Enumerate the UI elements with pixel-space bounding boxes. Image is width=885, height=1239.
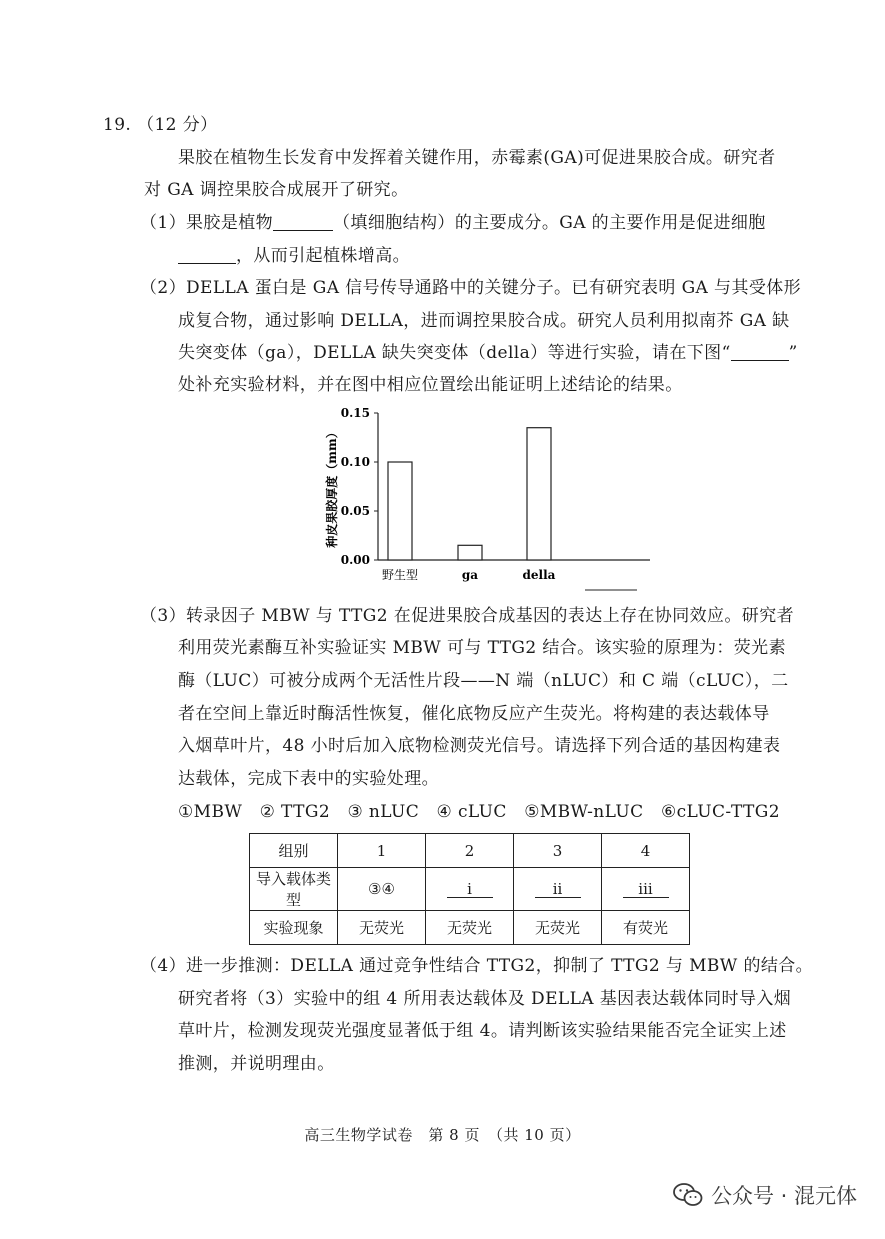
table-cell: 组别 xyxy=(250,834,338,868)
y-tick-label: 0.05 xyxy=(340,504,370,518)
intro-line-2: 对 GA 调控果胶合成展开了研究。 xyxy=(144,180,409,200)
blank-label: ii xyxy=(535,881,581,898)
part1-text-b: （填细胞结构）的主要成分。GA 的主要作用是促进细胞 xyxy=(333,213,766,233)
part1-line-1 xyxy=(140,211,766,235)
y-tick-label: 0.00 xyxy=(340,553,370,567)
wechat-icon xyxy=(673,1182,703,1208)
chart-y-ticks xyxy=(341,406,378,567)
table-row xyxy=(250,834,690,868)
table-cell: 无荧光 xyxy=(338,911,426,945)
table-cell: 实验现象 xyxy=(250,911,338,945)
part3-line-6: 达载体，完成下表中的实验处理。 xyxy=(178,769,439,789)
table-cell: 导入载体类型 xyxy=(250,868,338,911)
table-cell-blank[interactable] xyxy=(514,868,602,911)
x-tick-label: ga xyxy=(461,568,479,582)
answer-blank[interactable] xyxy=(178,245,236,264)
table-row xyxy=(250,911,690,945)
part3-line-5: 入烟草叶片，48 小时后加入底物检测荧光信号。请选择下列合适的基因构建表 xyxy=(178,736,781,756)
table-cell: 有荧光 xyxy=(602,911,690,945)
table-cell-blank[interactable] xyxy=(426,868,514,911)
chart-axes xyxy=(378,413,650,560)
experiment-table xyxy=(249,833,690,945)
y-tick-label: 0.15 xyxy=(340,406,370,420)
part2-line-3 xyxy=(178,341,798,365)
part2-line-2: 成复合物，通过影响 DELLA，进而调控果胶合成。研究人员利用拟南芥 GA 缺 xyxy=(178,311,790,331)
answer-blank[interactable] xyxy=(273,212,333,231)
table-cell: 无荧光 xyxy=(514,911,602,945)
part2-text-3a: 失突变体（ga），DELLA 缺失突变体（della）等进行实验，请在下图“ xyxy=(178,343,731,363)
bar xyxy=(388,462,412,560)
part4-line-2: 研究者将（3）实验中的组 4 所用表达载体及 DELLA 基因表达载体同时导入烟 xyxy=(178,989,792,1009)
blank-label: i xyxy=(447,881,493,898)
table-row xyxy=(250,868,690,911)
bar-chart xyxy=(310,400,660,600)
watermark-text: 公众号 · 混元体 xyxy=(710,1184,857,1208)
table-cell: 3 xyxy=(514,834,602,868)
table-cell: ③④ xyxy=(338,868,426,911)
part1-text-c: ，从而引起植株增高。 xyxy=(236,246,410,266)
x-tick-label: della xyxy=(522,568,556,582)
part3-line-4: 者在空间上靠近时酶活性恢复，催化底物反应产生荧光。将构建的表达载体导 xyxy=(178,704,770,724)
table-cell: 2 xyxy=(426,834,514,868)
chart-y-axis-label: 种皮果胶厚度（mm） xyxy=(325,426,339,548)
y-tick-label: 0.10 xyxy=(340,455,370,469)
page-footer: 高三生物学试卷 第 8 页 （共 10 页） xyxy=(304,1126,581,1144)
part1-line-2 xyxy=(178,244,410,268)
part4-line-4: 推测，并说明理由。 xyxy=(178,1054,335,1074)
table-cell: 4 xyxy=(602,834,690,868)
part1-text-a: （1）果胶是植物 xyxy=(140,213,274,233)
part2-line-1: （2）DELLA 蛋白是 GA 信号传导通路中的关键分子。已有研究表明 GA 与其受体形 xyxy=(140,278,802,298)
part3-line-2: 利用荧光素酶互补实验证实 MBW 可与 TTG2 结合。该实验的原理为：荧光素 xyxy=(178,638,786,658)
part3-line-3: 酶（LUC）可被分成两个无活性片段——N 端（nLUC）和 C 端（cLUC），二 xyxy=(178,671,789,691)
bar xyxy=(458,545,482,560)
gene-options: ①MBW ② TTG2 ③ nLUC ④ cLUC ⑤MBW-nLUC ⑥cLUC-TTG2 xyxy=(178,802,780,822)
question-score: （12 分） xyxy=(137,115,218,135)
part2-line-4: 处补充实验材料，并在图中相应位置绘出能证明上述结论的结果。 xyxy=(178,375,683,395)
part4-line-3: 草叶片，检测发现荧光强度显著低于组 4。请判断该实验结果能否完全证实上述 xyxy=(178,1021,787,1041)
part3-line-1: （3）转录因子 MBW 与 TTG2 在促进果胶合成基因的表达上存在协同效应。研究者 xyxy=(140,606,794,626)
bar xyxy=(527,428,551,560)
table-cell-blank[interactable] xyxy=(602,868,690,911)
chart-x-labels xyxy=(382,567,637,590)
answer-blank[interactable] xyxy=(731,342,789,361)
chart-bars xyxy=(388,428,551,560)
question-number: 19. xyxy=(103,115,132,135)
blank-label: iii xyxy=(623,881,669,898)
table-cell: 无荧光 xyxy=(426,911,514,945)
question-header xyxy=(103,113,218,137)
table-cell: 1 xyxy=(338,834,426,868)
part2-text-3b: ” xyxy=(788,343,798,363)
watermark xyxy=(673,1180,857,1210)
x-tick-label: 野生型 xyxy=(381,568,419,582)
part4-line-1: （4）进一步推测：DELLA 通过竞争性结合 TTG2，抑制了 TTG2 与 MBW 的结合。 xyxy=(140,956,814,976)
intro-line-1: 果胶在植物生长发育中发挥着关键作用，赤霉素(GA)可促进果胶合成。研究者 xyxy=(178,148,776,168)
